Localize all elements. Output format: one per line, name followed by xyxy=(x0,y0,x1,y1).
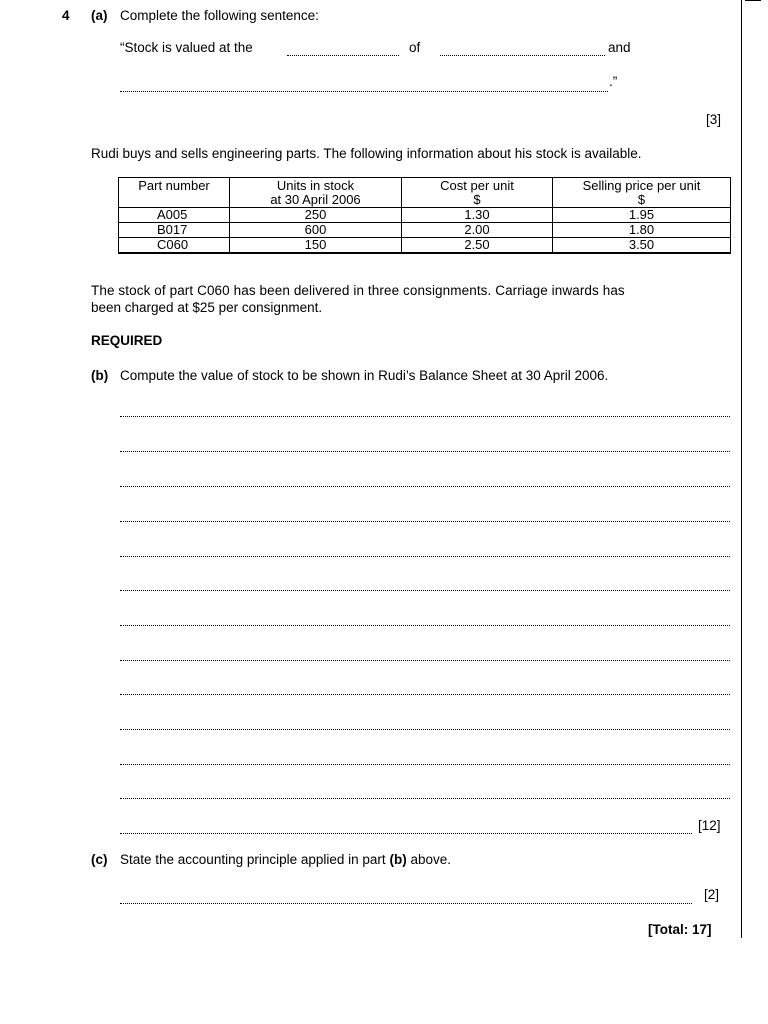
table-cell: 2.50 xyxy=(402,238,553,254)
answer-line-b[interactable] xyxy=(120,833,692,834)
table-cell: 150 xyxy=(230,238,402,254)
answer-line-c[interactable] xyxy=(120,903,692,904)
table-row xyxy=(119,223,731,238)
part-c-text xyxy=(120,852,451,867)
total-marks: [Total: 17] xyxy=(648,922,712,937)
part-c-text-before: State the accounting principle applied in part xyxy=(120,852,386,867)
header-part-number: Part number xyxy=(119,178,230,208)
table-cell: 3.50 xyxy=(553,238,731,254)
table-cell: C060 xyxy=(119,238,230,254)
answer-blank-3[interactable] xyxy=(120,91,608,92)
header-cost-per-unit: Cost per unit $ xyxy=(402,178,553,208)
margin-tick xyxy=(745,0,761,1)
part-c-text-after: above. xyxy=(410,852,452,867)
answer-line-b[interactable] xyxy=(120,694,730,695)
table-row xyxy=(119,238,731,254)
part-c-label: (c) xyxy=(91,852,108,867)
part-b-text: Compute the value of stock to be shown in Rudi’s Balance Sheet at 30 April 2006. xyxy=(120,368,609,383)
header-selling-price: Selling price per unit $ xyxy=(553,178,731,208)
question-number: 4 xyxy=(62,8,70,23)
table-cell: 250 xyxy=(230,208,402,223)
part-b-marks: [12] xyxy=(698,818,721,833)
table-cell: 1.80 xyxy=(553,223,731,238)
table-cell: 600 xyxy=(230,223,402,238)
answer-line-b[interactable] xyxy=(120,451,730,452)
part-a-marks: [3] xyxy=(706,112,722,127)
table-row xyxy=(119,208,731,223)
stock-table xyxy=(118,177,731,254)
part-c-text-bold: (b) xyxy=(389,852,407,867)
word-of: of xyxy=(409,40,421,55)
table-header-row xyxy=(119,178,731,208)
table-cell: 1.95 xyxy=(553,208,731,223)
margin-rule xyxy=(741,0,742,938)
part-a-label: (a) xyxy=(91,8,108,23)
answer-line-b[interactable] xyxy=(120,729,730,730)
part-b-label: (b) xyxy=(91,368,109,383)
answer-line-b[interactable] xyxy=(120,416,730,417)
header-units-in-stock: Units in stock at 30 April 2006 xyxy=(230,178,402,208)
part-a-instruction: Complete the following sentence: xyxy=(120,8,319,23)
part-c-marks: [2] xyxy=(704,887,720,902)
sentence-start: “Stock is valued at the xyxy=(120,40,253,55)
table-cell: A005 xyxy=(119,208,230,223)
answer-line-b[interactable] xyxy=(120,556,730,557)
table-cell: B017 xyxy=(119,223,230,238)
note-line-1: The stock of part C060 has been delivered in three consignments. Carriage inwards has xyxy=(91,283,625,298)
answer-line-b[interactable] xyxy=(120,521,730,522)
table-cell: 2.00 xyxy=(402,223,553,238)
sentence-closing: .” xyxy=(609,74,618,89)
answer-line-b[interactable] xyxy=(120,660,730,661)
required-heading: REQUIRED xyxy=(91,333,163,348)
answer-blank-2[interactable] xyxy=(440,55,605,56)
note-line-2: been charged at $25 per consignment. xyxy=(91,300,323,315)
answer-blank-1[interactable] xyxy=(287,55,399,56)
intro-text: Rudi buys and sells engineering parts. The following information about his stock is available. xyxy=(91,146,642,161)
answer-line-b[interactable] xyxy=(120,764,730,765)
answer-line-b[interactable] xyxy=(120,486,730,487)
answer-line-b[interactable] xyxy=(120,798,730,799)
table-cell: 1.30 xyxy=(402,208,553,223)
answer-line-b[interactable] xyxy=(120,625,730,626)
answer-line-b[interactable] xyxy=(120,590,730,591)
word-and: and xyxy=(608,40,631,55)
